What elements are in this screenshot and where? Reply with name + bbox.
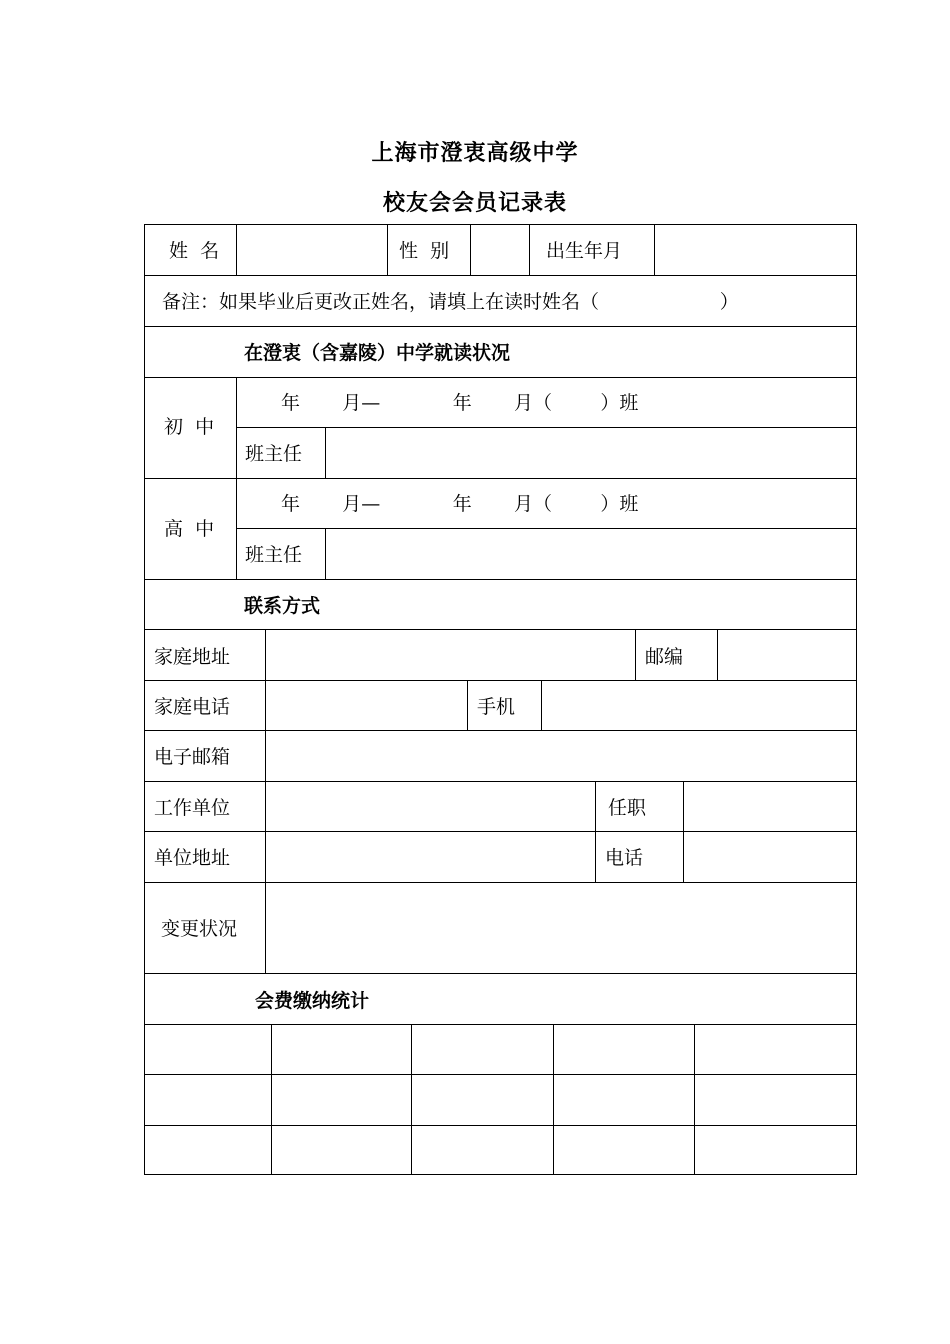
birth-label: 出生年月	[546, 240, 623, 262]
fee-cell[interactable]	[145, 1126, 271, 1174]
col-divider	[236, 377, 237, 579]
email-label: 电子邮箱	[154, 746, 231, 768]
junior-teacher-label: 班主任	[245, 443, 303, 465]
employer-field[interactable]	[266, 782, 595, 831]
fee-cell[interactable]	[695, 1126, 855, 1174]
col-divider	[635, 629, 636, 680]
fee-cell[interactable]	[695, 1075, 855, 1125]
member-record-table	[144, 224, 857, 1175]
junior-teacher-field[interactable]	[326, 428, 855, 478]
work-address-label: 单位地址	[154, 847, 231, 869]
work-address-field[interactable]	[266, 832, 595, 882]
row-divider	[145, 275, 856, 276]
row-divider	[145, 377, 856, 378]
changes-field[interactable]	[266, 883, 855, 973]
birth-field[interactable]	[655, 225, 855, 275]
col-divider	[595, 781, 596, 882]
study-section-heading: 在澄衷（含嘉陵）中学就读状况	[244, 342, 511, 364]
fee-cell[interactable]	[272, 1025, 411, 1074]
home-address-label: 家庭地址	[154, 646, 231, 668]
fee-cell[interactable]	[412, 1075, 553, 1125]
row-divider	[145, 326, 856, 327]
postcode-field[interactable]	[718, 630, 855, 680]
home-phone-label: 家庭电话	[154, 696, 231, 718]
col-divider	[387, 225, 388, 275]
fee-cell[interactable]	[695, 1025, 855, 1074]
mobile-label: 手机	[477, 696, 516, 718]
col-divider	[467, 680, 468, 730]
senior-teacher-label: 班主任	[245, 544, 303, 566]
fee-cell[interactable]	[412, 1025, 553, 1074]
senior-teacher-field[interactable]	[326, 529, 855, 579]
position-field[interactable]	[684, 782, 855, 831]
fee-cell[interactable]	[145, 1075, 271, 1125]
gender-label: 性 别	[399, 240, 450, 262]
fee-cell[interactable]	[554, 1126, 694, 1174]
row-divider	[145, 973, 856, 974]
gender-field[interactable]	[471, 225, 529, 275]
fee-cell[interactable]	[272, 1075, 411, 1125]
junior-label: 初 中	[164, 416, 215, 438]
home-address-field[interactable]	[266, 630, 635, 680]
postcode-label: 邮编	[645, 646, 684, 668]
home-phone-field[interactable]	[266, 681, 467, 730]
fee-section-heading: 会费缴纳统计	[255, 990, 370, 1012]
remark-text: 备注：如果毕业后更改正姓名，请填上在读时姓名（ ）	[162, 291, 739, 313]
fee-cell[interactable]	[145, 1025, 271, 1074]
changes-label: 变更状况	[161, 918, 238, 940]
fee-cell[interactable]	[554, 1075, 694, 1125]
fee-cell[interactable]	[272, 1126, 411, 1174]
senior-period: 年 月— 年 月（ ）班	[281, 493, 639, 515]
email-field[interactable]	[266, 731, 855, 781]
row-divider	[145, 579, 856, 580]
position-label: 任职	[608, 797, 647, 819]
row-divider	[145, 478, 856, 479]
form-subtitle: 校友会会员记录表	[382, 190, 567, 216]
work-phone-field[interactable]	[684, 832, 855, 882]
contact-section-heading: 联系方式	[244, 595, 321, 617]
mobile-field[interactable]	[542, 681, 855, 730]
employer-label: 工作单位	[154, 797, 231, 819]
fee-cell[interactable]	[554, 1025, 694, 1074]
name-field[interactable]	[237, 225, 387, 275]
work-phone-label: 电话	[605, 847, 644, 869]
page-title: 上海市澄衷高级中学	[371, 140, 579, 166]
junior-period: 年 月— 年 月（ ）班	[281, 392, 639, 414]
col-divider	[529, 225, 530, 275]
senior-label: 高 中	[164, 518, 215, 540]
name-label: 姓 名	[169, 240, 220, 262]
fee-cell[interactable]	[412, 1126, 553, 1174]
